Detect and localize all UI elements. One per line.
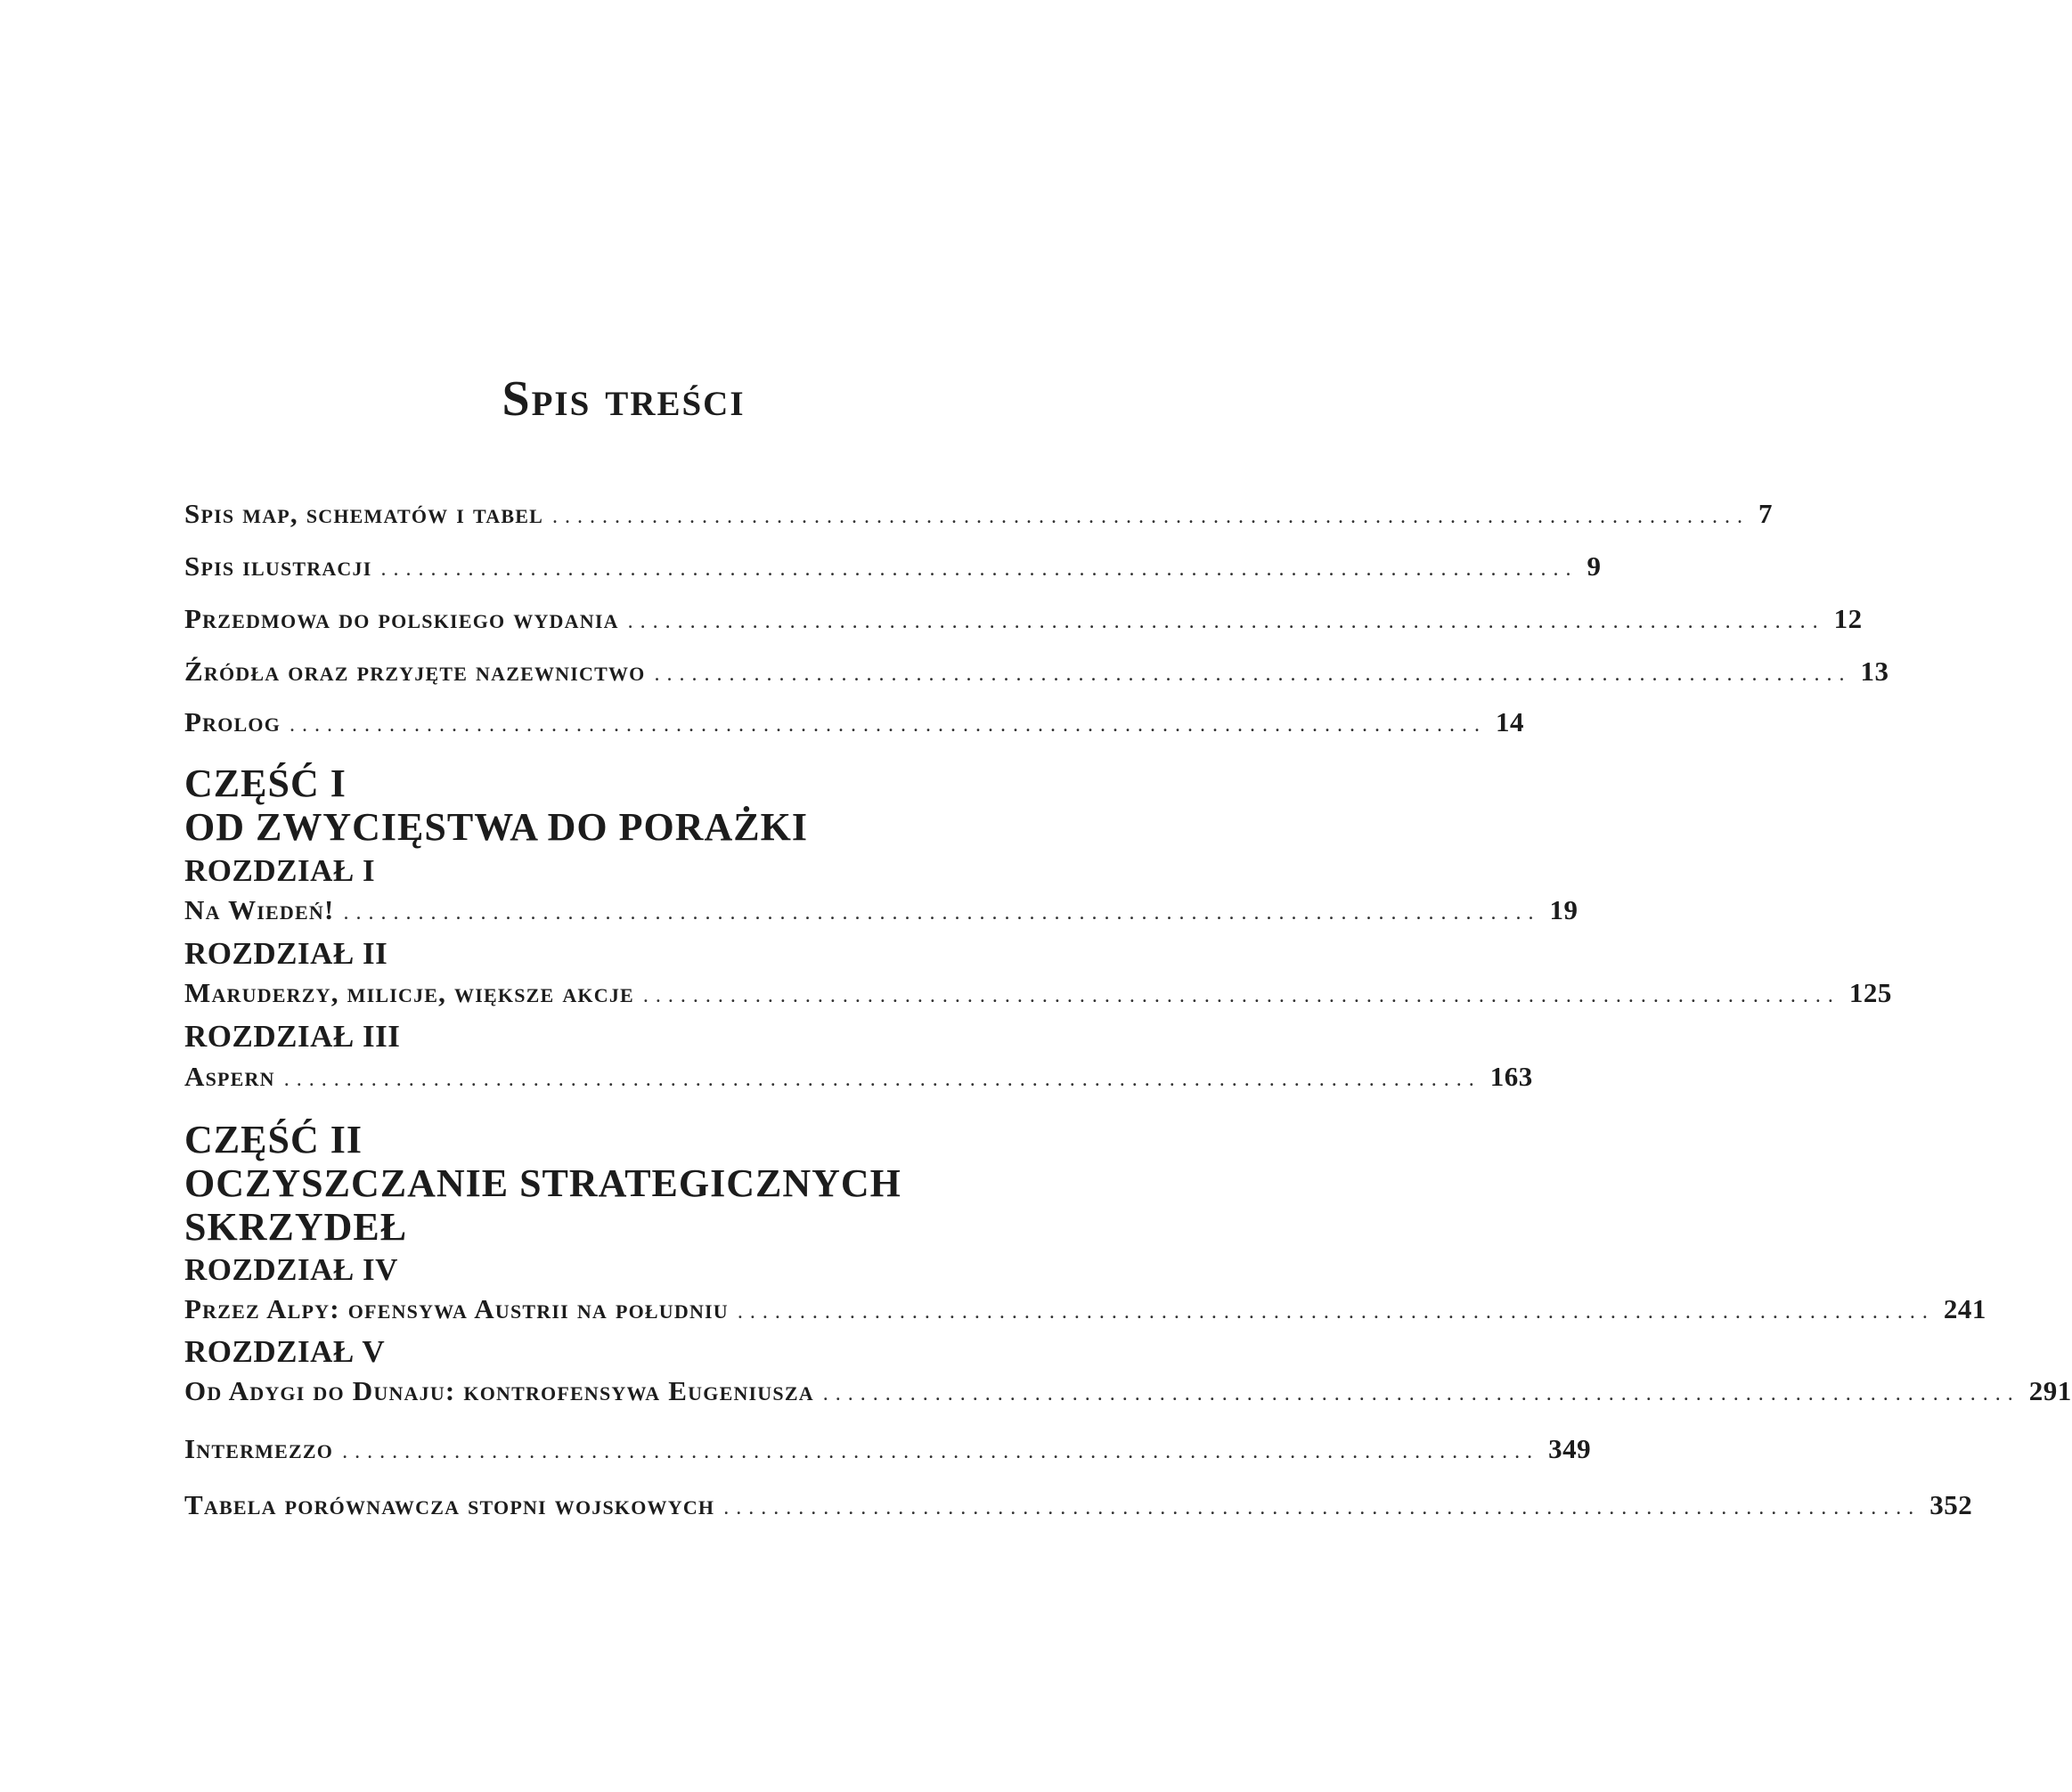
toc-entry-label: Intermezzo [184, 1433, 334, 1464]
toc-entry-page: 163 [1489, 1061, 1533, 1092]
toc-entry-chapter-5[interactable] [184, 1374, 2072, 1407]
toc-entry-ranks-table[interactable] [184, 1488, 1973, 1521]
toc-entry-label: Od Adygi do Dunaju: kontrofensywa Eugeniusza [184, 1375, 814, 1406]
dot-leader: ................................................................................................ [822, 1382, 2020, 1405]
toc-entry-label: Źródła oraz przyjęte nazewnictwo [184, 656, 646, 687]
toc-entry-chapter-3[interactable] [184, 1060, 1533, 1093]
part-title: OD ZWYCIĘSTWA DO PORAŻKI [184, 805, 809, 849]
toc-entry-maps[interactable] [184, 497, 1773, 530]
dot-leader: ................................................................................................ [627, 610, 1825, 633]
part-title: OCZYSZCZANIE STRATEGICZNYCH [184, 1161, 901, 1205]
toc-entry-page: 291 [2028, 1375, 2072, 1406]
toc-entry-page: 14 [1496, 706, 1525, 737]
dot-leader: ................................................................................................ [654, 663, 1852, 686]
dot-leader: ................................................................................................ [283, 1068, 1481, 1091]
chapter-number: ROZDZIAŁ III [184, 1019, 401, 1054]
toc-title: Spis treści [502, 371, 746, 427]
toc-entry-label: Spis ilustracji [184, 550, 372, 582]
toc-entry-label: Aspern [184, 1061, 275, 1092]
toc-entry-page: 125 [1848, 977, 1892, 1008]
dot-leader: ................................................................................................ [723, 1496, 1921, 1519]
dot-leader: ................................................................................................ [290, 713, 1488, 737]
toc-entry-label: Spis map, schematów i tabel [184, 498, 543, 529]
toc-entry-label: Przedmowa do polskiego wydania [184, 603, 619, 634]
toc-entry-label: Na Wiedeń! [184, 894, 335, 925]
toc-entry-illustrations[interactable] [184, 550, 1602, 582]
dot-leader: ................................................................................................ [551, 505, 1750, 528]
toc-entry-page: 352 [1929, 1489, 1973, 1520]
toc-entry-page: 241 [1943, 1293, 1986, 1324]
chapter-number: ROZDZIAŁ IV [184, 1252, 398, 1287]
toc-entry-page: 12 [1833, 603, 1863, 634]
toc-entry-page: 7 [1758, 498, 1773, 529]
toc-entry-page: 349 [1548, 1433, 1592, 1464]
toc-entry-chapter-1[interactable] [184, 893, 1578, 926]
toc-entry-page: 9 [1587, 550, 1602, 582]
chapter-number: ROZDZIAŁ V [184, 1334, 386, 1369]
dot-leader: ................................................................................................ [737, 1300, 1935, 1324]
toc-entry-label: Tabela porównawcza stopni wojskowych [184, 1489, 715, 1520]
toc-entry-prologue[interactable] [184, 705, 1525, 738]
part-heading: CZĘŚĆ II [184, 1118, 363, 1161]
toc-entry-chapter-2[interactable] [184, 976, 1892, 1009]
toc-entry-sources[interactable] [184, 655, 1889, 688]
toc-entry-intermezzo[interactable] [184, 1432, 1592, 1465]
dot-leader: ................................................................................................ [642, 984, 1840, 1007]
dot-leader: ................................................................................................ [380, 558, 1578, 581]
toc-entry-label: Prolog [184, 706, 281, 737]
chapter-number: ROZDZIAŁ II [184, 936, 388, 971]
toc-entry-label: Maruderzy, milicje, większe akcje [184, 977, 634, 1008]
toc-entry-page: 19 [1549, 894, 1578, 925]
part-heading: CZĘŚĆ I [184, 762, 347, 805]
toc-entry-page: 13 [1860, 656, 1889, 687]
part-title: SKRZYDEŁ [184, 1205, 408, 1249]
chapter-number: ROZDZIAŁ I [184, 853, 376, 888]
toc-entry-chapter-4[interactable] [184, 1292, 1986, 1325]
dot-leader: ................................................................................................ [343, 901, 1541, 925]
dot-leader: ................................................................................................ [342, 1440, 1540, 1463]
toc-entry-preface[interactable] [184, 602, 1863, 635]
toc-entry-label: Przez Alpy: ofensywa Austrii na południu [184, 1293, 729, 1324]
